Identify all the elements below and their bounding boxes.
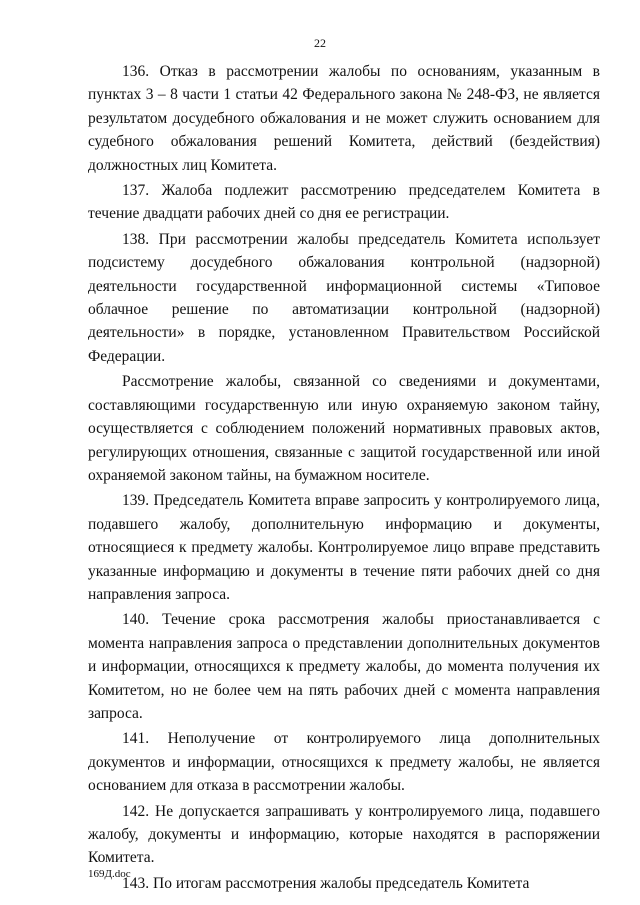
paragraph-138: 138. При рассмотрении жалобы председатель Комитета использует подсистему досудебного обжалования контрольной (надзорной) деятельности государственной информационной системы «Типовое облачное решение по автоматизации контрольной (надзорной) деятельности» в порядке, установленном Правительством Российской Федерации. bbox=[88, 230, 600, 365]
paragraph-140: 140. Течение срока рассмотрения жалобы приостанавливается с момента направления запроса о представлении дополнительных документов и информации, относящихся к предмету жалобы, до момента получения их Комитетом, но не более чем на пять рабочих дней с момента направления запроса. bbox=[88, 611, 600, 722]
paragraph-143: 143. По итогам рассмотрения жалобы председатель Комитета bbox=[122, 874, 530, 892]
paragraph-142: 142. Не допускается запрашивать у контролируемого лица, подавшего жалобу, документы и информацию, которые находятся в распоряжении Комитета. bbox=[88, 802, 600, 867]
paragraph-137: 137. Жалоба подлежит рассмотрению председателем Комитета в течение двадцати рабочих дней со дня ее регистрации. bbox=[88, 182, 600, 223]
paragraph-141: 141. Неполучение от контролируемого лица дополнительных документов и информации, относящихся к предмету жалобы, не является основанием для отказа в рассмотрении жалобы. bbox=[88, 730, 600, 795]
document-body bbox=[88, 60, 600, 897]
footer-filename: 169Д.doc bbox=[88, 868, 131, 880]
paragraph-139: 139. Председатель Комитета вправе запросить у контролируемого лица, подавшего жалобу, дополнительную информацию и документы, относящиеся к предмету жалобы. Контролируемое лицо вправе представить указанные информацию и документы в течение пяти рабочих дней со дня направления запроса. bbox=[88, 492, 600, 603]
paragraph-138-secret-info: Рассмотрение жалобы, связанной со сведениями и документами, составляющими государственную или иную охраняемую законом тайну, осуществляется с соблюдением положений нормативных правовых актов, регулирующих отношения, связанные с защитой государственной или иной охраняемой законом тайны, на бумажном носителе. bbox=[88, 373, 600, 484]
paragraph-136: 136. Отказ в рассмотрении жалобы по основаниям, указанным в пунктах 3 – 8 части 1 статьи 42 Федерального закона № 248-ФЗ, не является результатом досудебного обжалования и не может служить основанием для судебного обжалования решений Комитета, действий (бездействия) должностных лиц Комитета. bbox=[88, 63, 600, 174]
page-number: 22 bbox=[314, 36, 326, 50]
